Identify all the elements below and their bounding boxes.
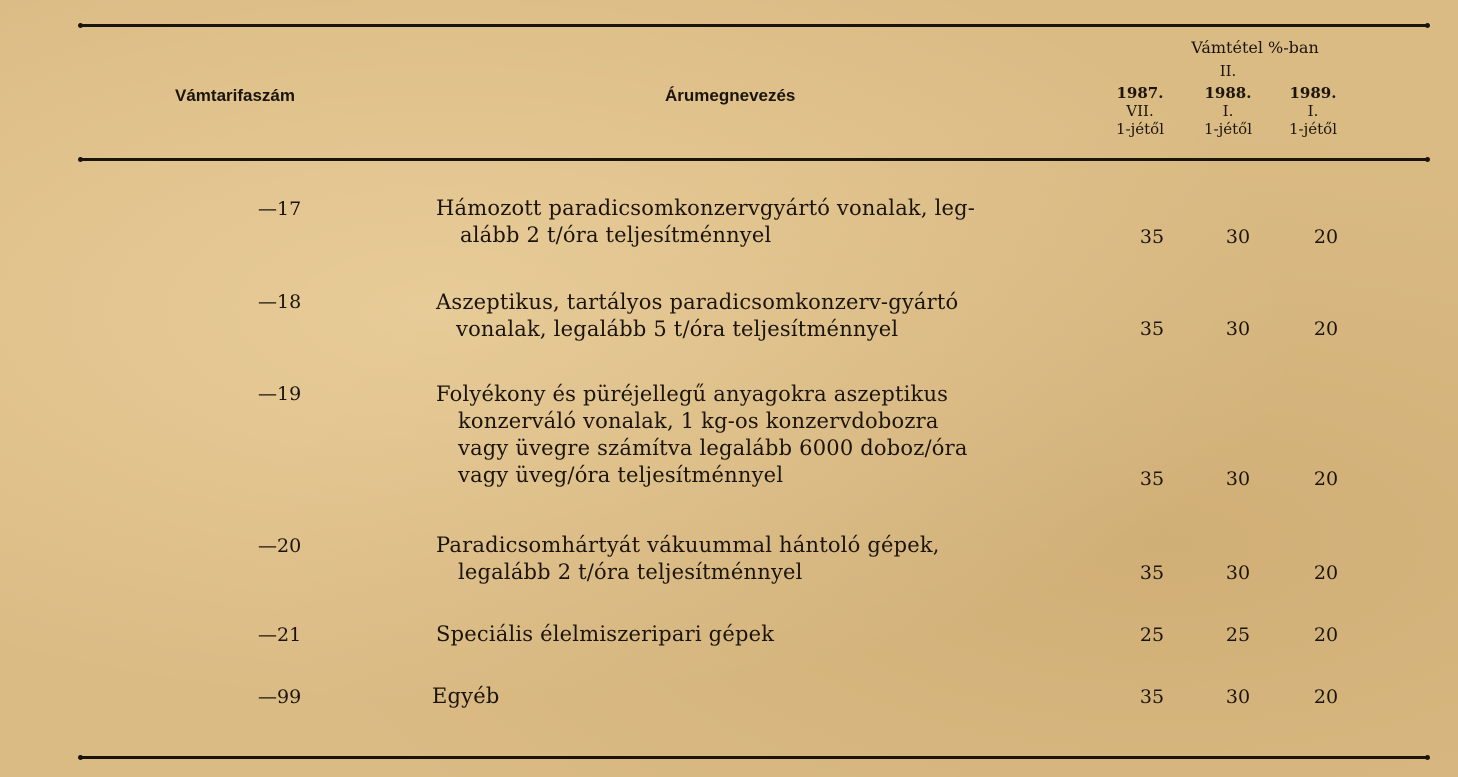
row-description: Hámozott paradicsomkonzervgyártó vonalak, leg- alább 2 t/óra teljesítménnyel — [436, 196, 976, 247]
row-code: —18 — [258, 291, 302, 313]
row-code: —99 — [258, 686, 302, 708]
rate-1989: 20 — [1313, 468, 1339, 490]
rate-1987: 35 — [1139, 468, 1165, 490]
row-code: —20 — [258, 535, 302, 557]
header-name: Árumegnevezés — [665, 86, 796, 105]
rate-1989: 20 — [1313, 226, 1339, 248]
rate-1987: 25 — [1139, 624, 1165, 646]
top-rule — [80, 24, 1428, 27]
rate-1988: 30 — [1225, 318, 1251, 340]
row-code: —17 — [258, 198, 302, 220]
rate-1988: 30 — [1225, 468, 1251, 490]
rate-1988: 30 — [1225, 226, 1251, 248]
header-year-3: 1989. I. 1-jétől — [1289, 84, 1337, 138]
header-rate-title: Vámtétel %-ban — [1191, 38, 1319, 57]
rate-1988: 30 — [1225, 686, 1251, 708]
bottom-rule — [80, 756, 1428, 759]
rate-1988: 25 — [1225, 624, 1251, 646]
rate-1987: 35 — [1139, 226, 1165, 248]
header-year-2: II. 1988. I. 1-jétől — [1204, 62, 1252, 138]
rate-1989: 20 — [1313, 562, 1339, 584]
row-description: Egyéb — [432, 684, 500, 708]
rate-1989: 20 — [1313, 686, 1339, 708]
row-code: —19 — [258, 383, 302, 405]
rate-1989: 20 — [1313, 318, 1339, 340]
header-code: Vámtarifaszám — [175, 86, 296, 105]
rate-1989: 20 — [1313, 624, 1339, 646]
row-code: —21 — [258, 624, 302, 646]
rate-1988: 30 — [1225, 562, 1251, 584]
row-description: Speciális élelmiszeripari gépek — [436, 622, 775, 646]
header-year-1: 1987. VII. 1-jétől — [1116, 84, 1164, 138]
rate-1987: 35 — [1139, 562, 1165, 584]
rate-1987: 35 — [1139, 318, 1165, 340]
row-description: Aszeptikus, tartályos paradicsomkonzerv-gyártó vonalak, legalább 5 t/óra teljesítménnyel — [436, 290, 959, 341]
row-description: Paradicsomhártyát vákuummal hántoló gépek, legalább 2 t/óra teljesítménnyel — [436, 533, 940, 584]
row-description: Folyékony és püréjellegű anyagokra aszeptikus konzerváló vonalak, 1 kg-os konzervdobozra vagy üvegre számítva legalább 6000 doboz/óra vagy üveg/óra teljesítménnyel — [436, 382, 968, 487]
header-rule — [80, 158, 1428, 161]
rate-1987: 35 — [1139, 686, 1165, 708]
